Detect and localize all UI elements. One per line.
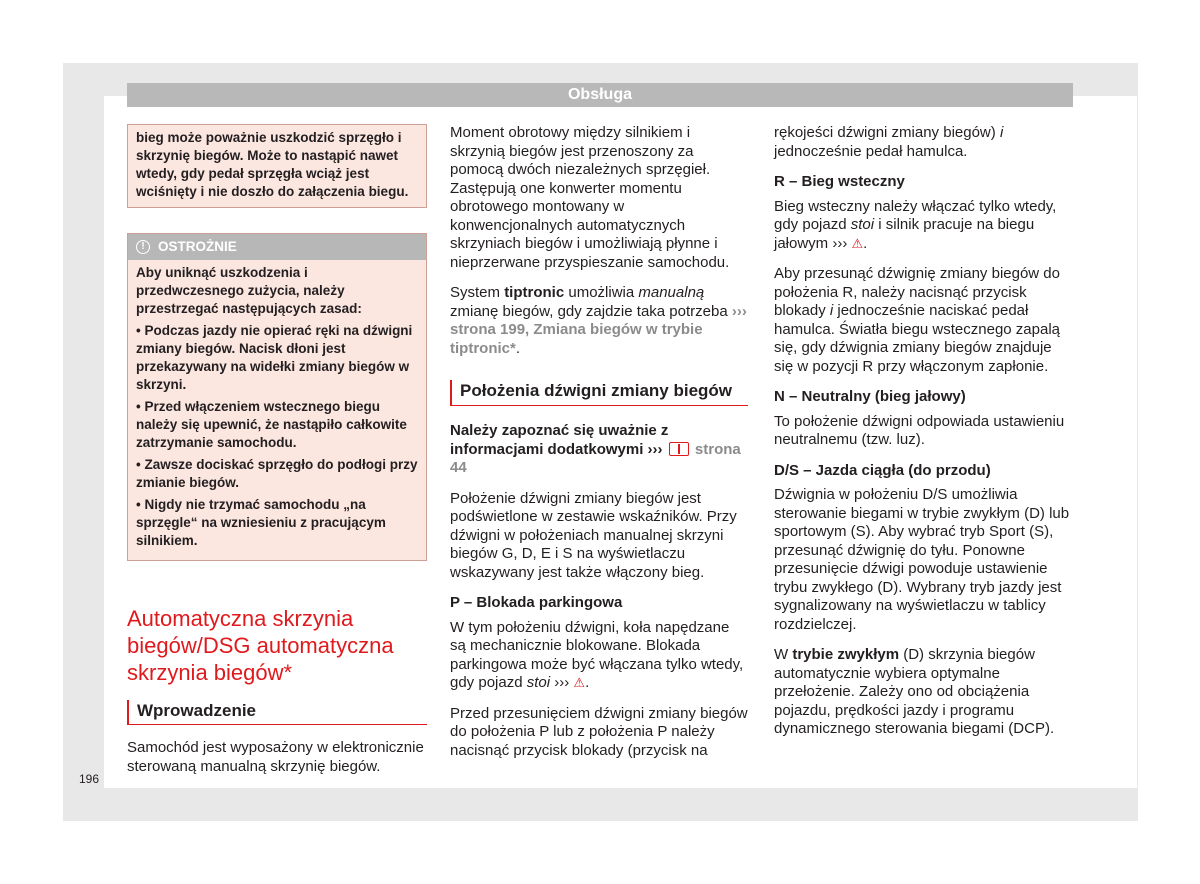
column-left (127, 124, 427, 788)
paragraph-brake (774, 124, 1074, 161)
caution-label: OSTROŻNIE (158, 239, 237, 254)
caution-header (128, 234, 426, 260)
paragraph-reverse-lights (774, 265, 1074, 376)
text-run: Należy zapoznać się uważnie z informacjami dodatkowymi (450, 422, 669, 458)
paragraph-lock-button: Przed przesunięciem dźwigni zmiany biegów do położenia P lub z położenia P należy nacisnąć przycisk blokady (przycisk na (450, 704, 748, 759)
text-run: zmianę biegów, gdy zajdzie taka potrzeba (450, 302, 732, 320)
text-bold: trybie zwykłym (792, 646, 900, 663)
caution-box (127, 233, 427, 561)
heading-r: R – Bieg wsteczny (774, 173, 905, 190)
text-run: jednocześnie naciskać pedał hamulca. Światła biegu wstecznego zapalą się, gdy dźwignia zmiany biegów znajduje się w pozycji R przy włączonym zapłonie. (774, 302, 1061, 375)
column-right (774, 124, 1074, 751)
paragraph-parking (450, 619, 748, 693)
text-italic: manualną (638, 284, 705, 301)
section-title-intro: Wprowadzenie (127, 700, 427, 725)
text-italic: stoi (526, 674, 551, 691)
paragraph-neutral: To położenie dźwigni odpowiada ustawieniu neutralnemu (tzw. luz). (774, 412, 1065, 448)
caution-bullet: • Podczas jazdy nie opierać ręki na dźwigni zmiany biegów. Nacisk dłoni jest przekazywany na widełki zmiany biegów w skrzyni. (136, 323, 413, 392)
warning-triangle-icon: ⚠ (573, 675, 586, 690)
caution-bullet: • Zawsze dociskać sprzęgło do podłogi przy zmianie biegów. (136, 457, 418, 490)
text-italic: stoi (850, 216, 875, 233)
text-run: (D) skrzynia biegów automatycznie wybiera optymalne przełożenie. Zależy ono od obciążenia pojazdu, prędkości jazdy i programu dynamicznego sterowania biegami (DCP). (774, 646, 1055, 737)
paragraph-normal-mode (774, 646, 1074, 739)
text-run: jednocześnie pedał hamulca. (774, 142, 968, 160)
paragraph-torque: Moment obrotowy między silnikiem i skrzynią biegów jest przenoszony za pomocą dwóch niezależnych sprzęgieł. Zastępują one konwerter momentu obrotowego montowany w konwencjonalnych automatycznych skrzyniach biegów i umożliwiają płynne i nieprzerwane przyspieszanie samochodu. (450, 124, 730, 271)
intro-paragraph: Samochód jest wyposażony w elektronicznie sterowaną manualną skrzynię biegów. (127, 739, 424, 775)
text-run: W tym położeniu dźwigni, koła napędzane są mechanicznie blokowane. Blokada parkingowa może być włączana tylko wtedy, gdy pojazd (450, 618, 744, 691)
text-bold: tiptronic (504, 284, 565, 301)
caution-bullet: • Nigdy nie trzymać samochodu „na sprzęgle“ na wzniesieniu z pracującym silnikiem. (136, 497, 386, 548)
text-run: System (450, 284, 505, 301)
text-run: ››› (647, 440, 663, 458)
paragraph-reverse (774, 198, 1074, 254)
text-run: umożliwia (564, 284, 639, 301)
warning-triangle-icon: ⚠ (851, 235, 864, 251)
caution-intro: Aby uniknąć uszkodzenia i przedwczesnego zużycia, należy przestrzegać następujących zasad: (136, 265, 362, 316)
xref-link-tiptronic[interactable]: ››› strona 199, Zmiana biegów w trybie tiptronic* (450, 302, 747, 357)
text-italic: i (999, 124, 1004, 141)
page-header: Obsługa (127, 83, 1073, 107)
text-run: Aby przesunąć dźwignię zmiany biegów do położenia R, należy nacisnąć przycisk blokady (774, 265, 1060, 319)
text-run: W (774, 646, 793, 663)
heading-p: P – Blokada parkingowa (450, 594, 623, 611)
column-middle (450, 124, 748, 772)
paragraph-drive: Dźwignia w położeniu D/S umożliwia sterowanie biegami w trybie zwykłym (D) lub sportowym (S). Aby wybrać tryb Sport (S), przesunąć dźwignię do tyłu. Ponowne przesunięcie dźwigi powoduje ustawienie trybu zwykłego (D). Wybrany tryb jazdy jest sygnalizowany na wyświetlaczu w tablicy rozdzielczej. (774, 486, 1070, 633)
paragraph-display: Położenie dźwigni zmiany biegów jest podświetlone w zestawie wskaźników. Przy dźwigni w położeniach manualnej skrzyni biegów G, D, E i S na wyświetlaczu wskazywany jest także włączony bieg. (450, 489, 737, 581)
caution-bullet: • Przed włączeniem wstecznego biegu należy się upewnić, że nastąpiło całkowite zatrzymanie samochodu. (136, 399, 407, 450)
text-run: . (863, 234, 868, 252)
warning-continuation: bieg może poważnie uszkodzić sprzęgło i skrzynię biegów. Może to nastąpić nawet wtedy, gdy pedał sprzęgła wciąż jest wciśnięty i nie doszło do załączenia biegu. (127, 124, 427, 208)
xref-link-page-44[interactable]: strona 44 (450, 440, 741, 476)
heading-ds: D/S – Jazda ciągła (do przodu) (774, 461, 991, 479)
text-run: Bieg wsteczny należy włączać tylko wtedy, gdy pojazd (774, 197, 1057, 233)
section-title-positions: Położenia dźwigni zmiany biegów (450, 380, 748, 406)
text-run: rękojeści dźwigni zmiany biegów) (774, 124, 1000, 141)
paragraph-tiptronic (450, 284, 748, 358)
chapter-title: Automatyczna skrzynia biegów/DSG automatyczna skrzynia biegów* (127, 606, 394, 685)
caution-icon: ! (136, 240, 150, 254)
text-run: . (515, 339, 521, 357)
text-run: ››› (550, 674, 574, 691)
read-note (450, 422, 748, 478)
page-number: 196 (79, 772, 100, 786)
heading-n: N – Neutralny (bieg jałowy) (774, 388, 966, 405)
text-run: i silnik pracuje na biegu jałowym ››› (774, 216, 1035, 252)
text-italic: i (829, 302, 834, 319)
caution-body (128, 260, 426, 560)
text-run: . (585, 674, 590, 691)
book-icon (669, 442, 689, 456)
